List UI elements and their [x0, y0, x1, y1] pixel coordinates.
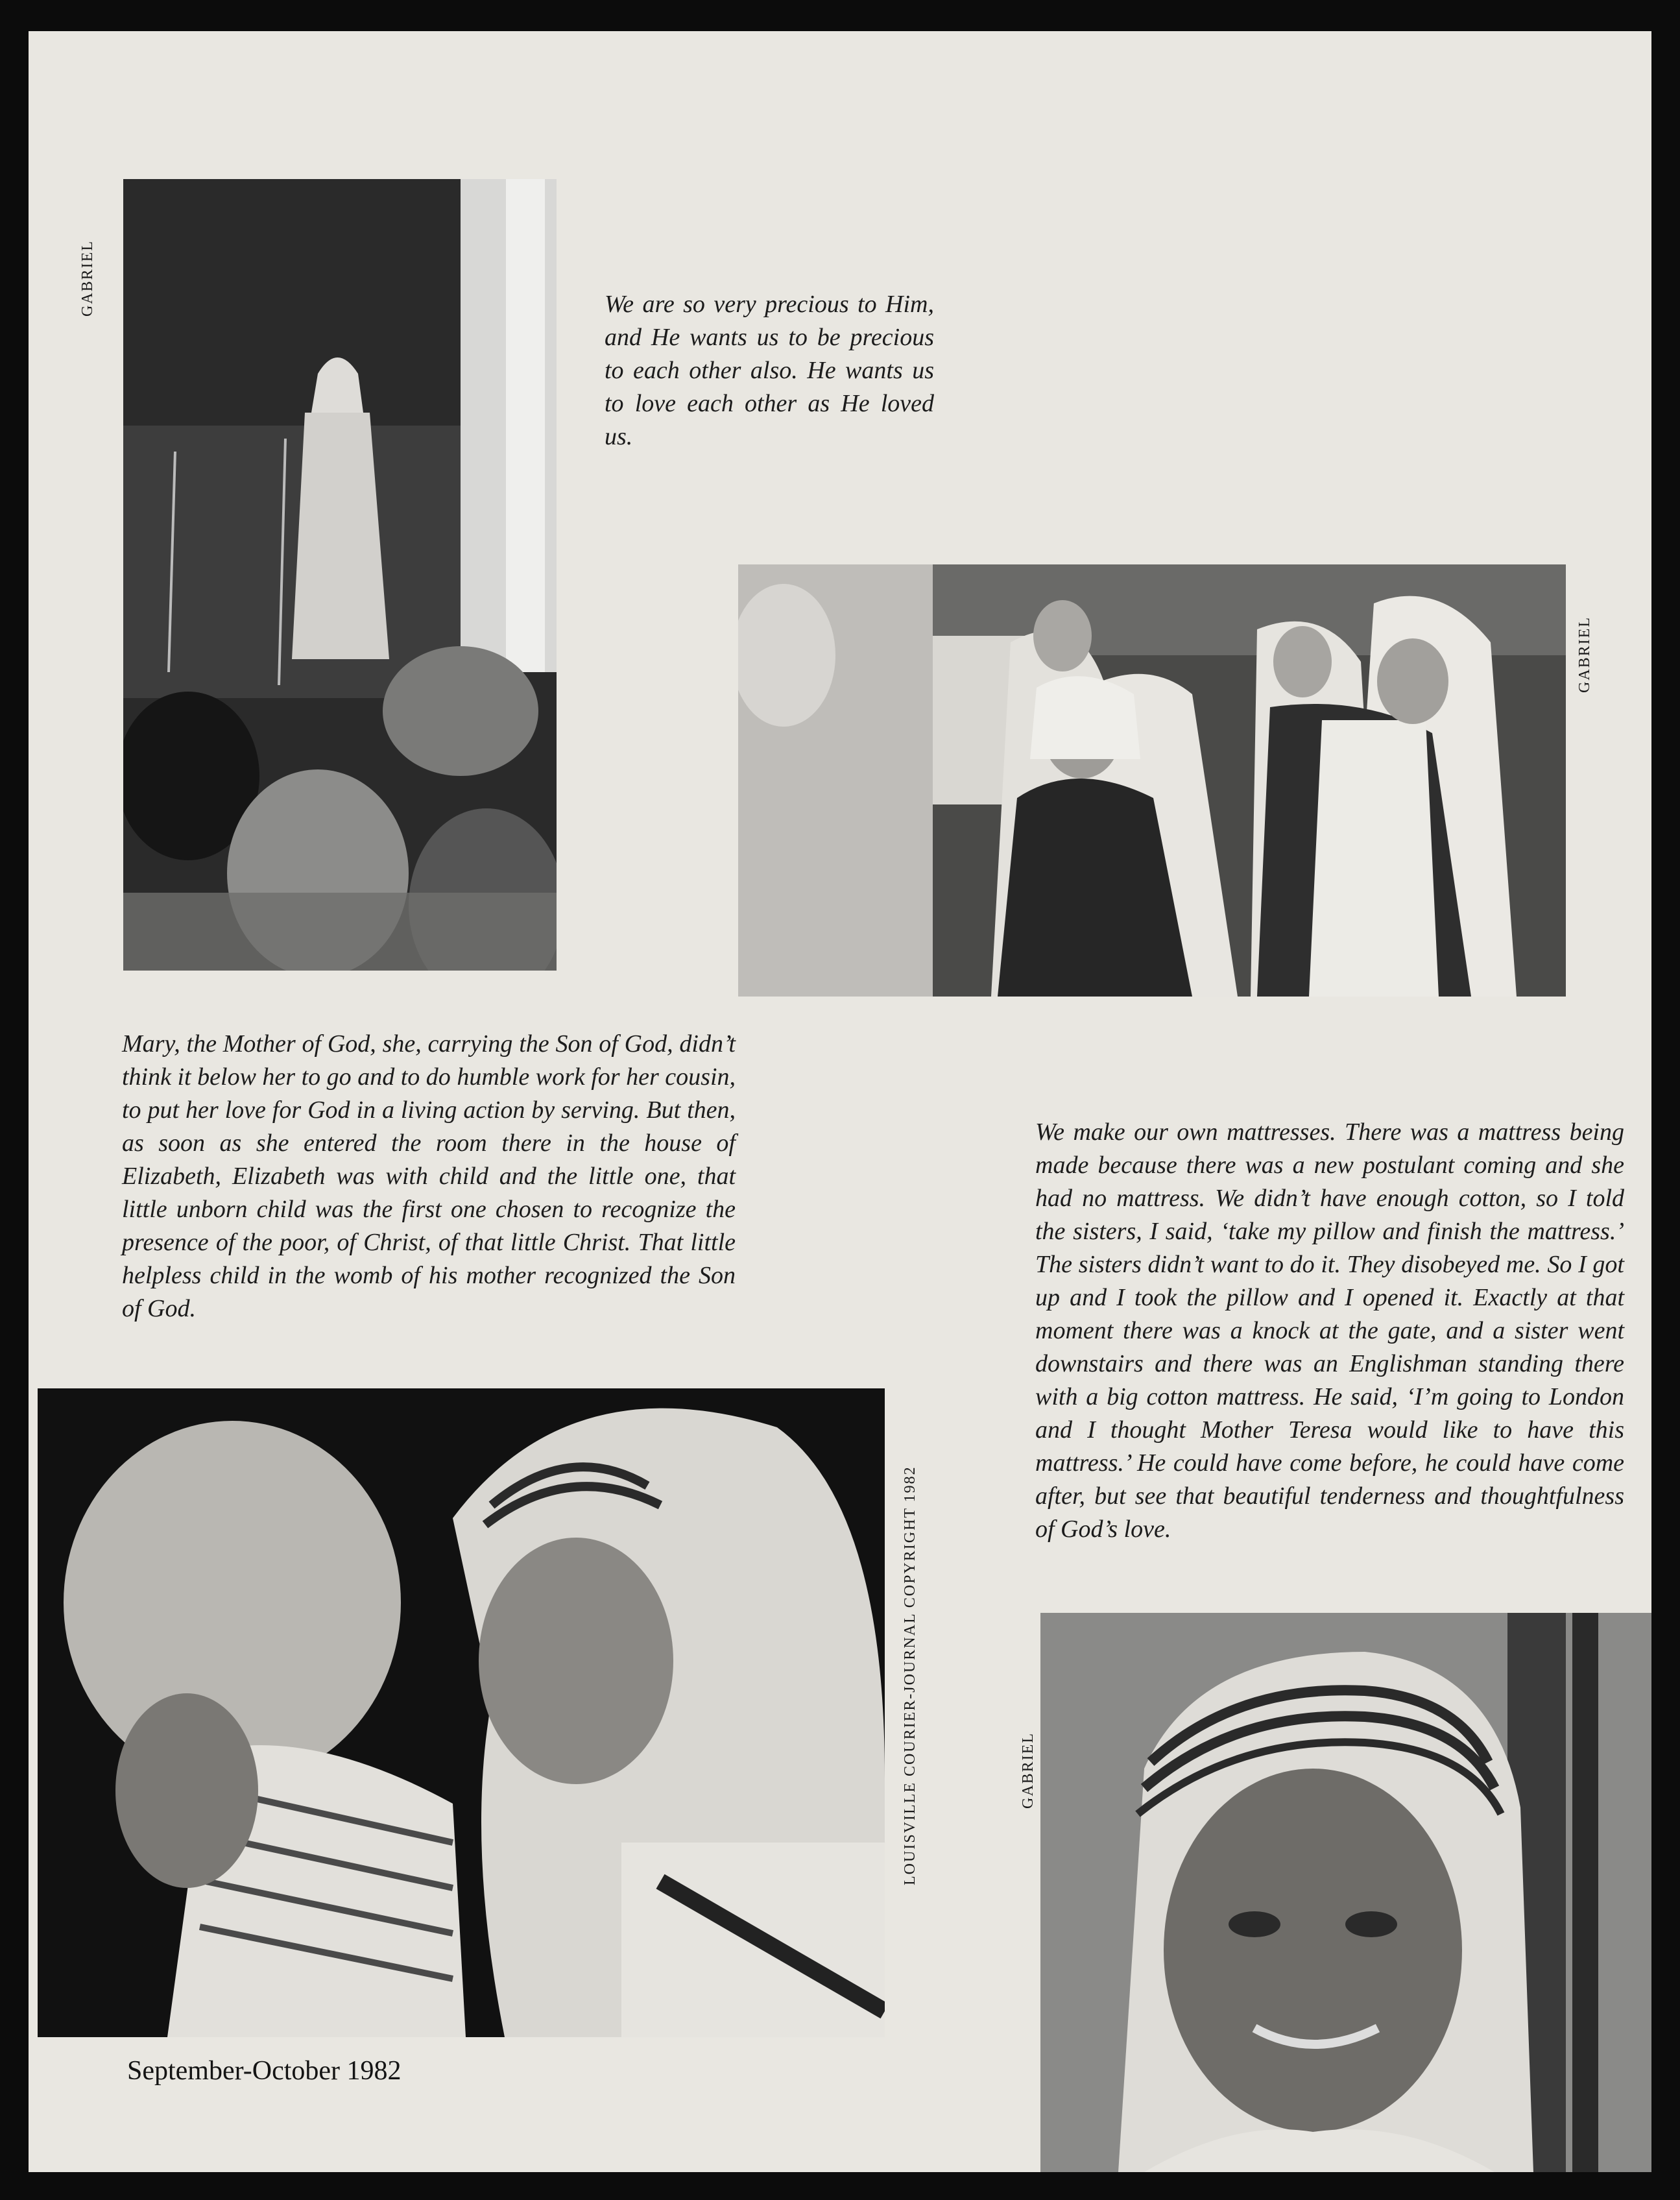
quote-mattress: We make our own mattresses. There was a mattress being made because there was a new postulant coming and she had no mattress. We didn’t have enough cotton, so I told the sisters, I said, ‘take my pillow and finish the mattress.’ The sisters didn’t want to do it. They disobeyed me. So I got up and I took the pillow and I opened it. Exactly at that moment there was a knock at the gate, and a sister went downstairs and there was an Englishman standing there with a big cotton mattress. He said, ‘I’m going to London and I thought Mother Teresa would like to have this mattress.’ He could have come before, he could have come after, but see that beautiful tenderness and thoughtfulness of God’s love. — [1035, 1118, 1624, 1543]
issue-date: September-October 1982 — [127, 2056, 402, 2086]
photo-credit-1: GABRIEL — [79, 240, 96, 317]
quote-mary: Mary, the Mother of God, she, carrying the Son of God, didn’t think it below her to go and to do humble work for her cousin, to put her love for God in a living action by serving. But then, as soon as she entered the room there in the house of Elizabeth, Elizabeth was with child and the little one, that little unborn child was the first one chosen to recognize the presence of the poor, of Christ, of that little Christ. That little helpless child in the womb of his mother recognized the Son of God. — [122, 1030, 736, 1322]
quote-precious: We are so very precious to Him, and He wants us to be precious to each other also. He wants us to love each other as He loved us. — [605, 291, 934, 450]
photo-nun-with-child — [38, 1388, 885, 2037]
photo-credit-2: GABRIEL — [1576, 616, 1593, 693]
photo-credit-4: GABRIEL — [1020, 1732, 1037, 1809]
photo-speaker-at-microphone — [123, 179, 557, 971]
magazine-page — [29, 31, 1651, 2172]
photo-portrait-mother-teresa — [1040, 1613, 1651, 2172]
photo-credit-3: LOUISVILLE COURIER-JOURNAL COPYRIGHT 1982 — [902, 1466, 918, 1885]
photo-group-of-sisters — [738, 564, 1566, 997]
